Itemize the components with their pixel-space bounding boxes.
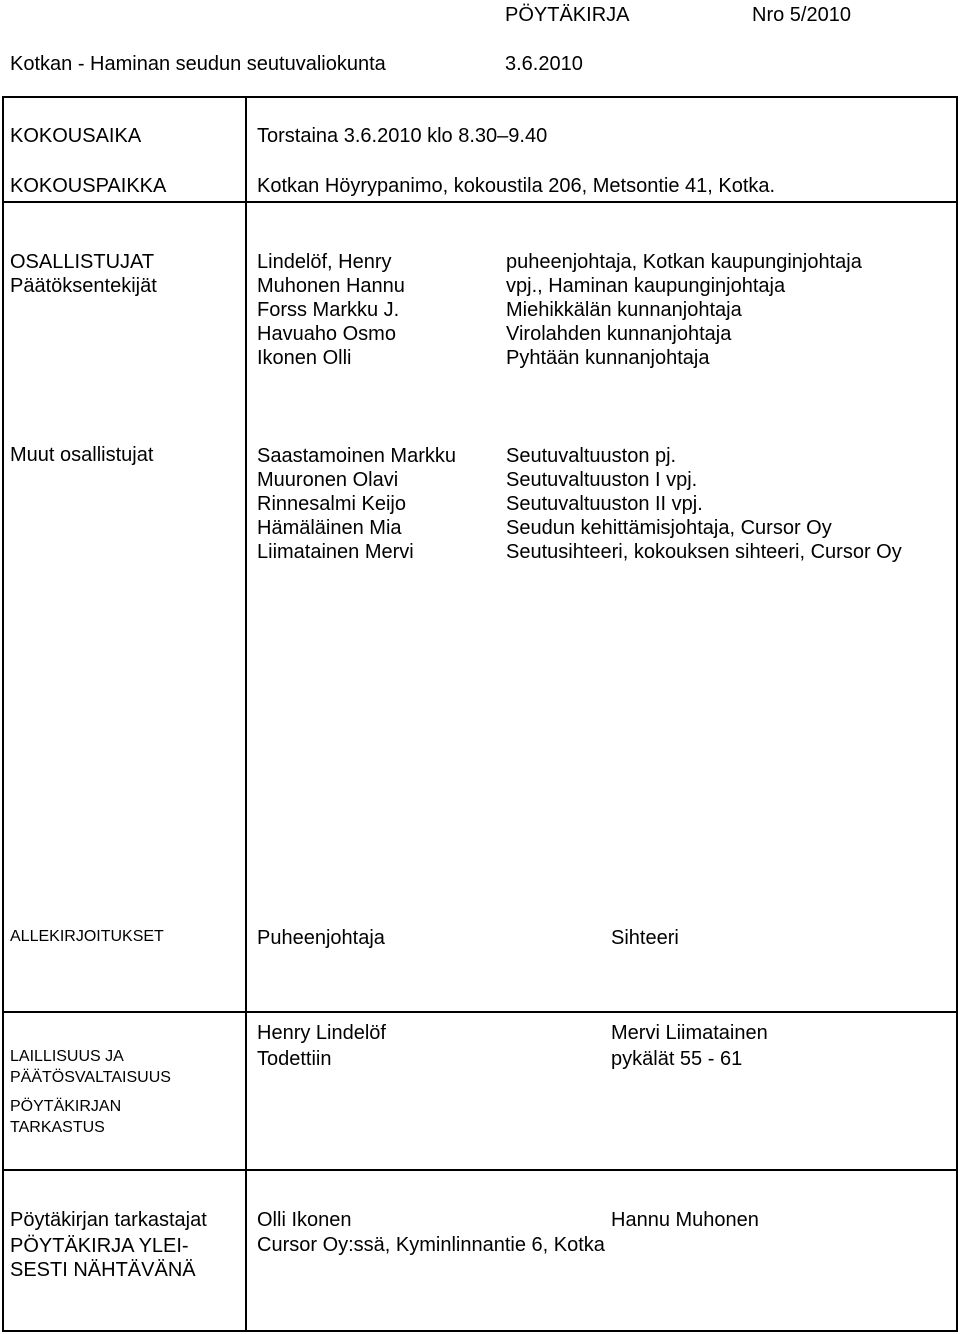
border-left (2, 96, 4, 1332)
legality-label-line1: LAILLISUUS JA (10, 1048, 124, 1065)
document-date: 3.6.2010 (505, 53, 583, 75)
other-participant-name: Liimatainen Mervi (257, 541, 414, 563)
review-label-line1: PÖYTÄKIRJAN (10, 1098, 122, 1115)
decision-makers-heading: Päätöksentekijät (10, 275, 157, 297)
meeting-place-label: KOKOUSPAIKKA (10, 175, 167, 197)
other-participant-roles (506, 444, 902, 564)
other-participant-names (257, 444, 456, 564)
participant-name: Forss Markku J. (257, 299, 400, 321)
public-display-label-line1: PÖYTÄKIRJA YLEI- (10, 1235, 189, 1257)
reviewed-sections: pykälät 55 - 61 (611, 1048, 743, 1070)
public-display-label (10, 1234, 196, 1282)
meeting-time-value: Torstaina 3.6.2010 klo 8.30–9.40 (257, 125, 548, 147)
signatures-label: ALLEKIRJOITUKSET (10, 928, 164, 945)
border-right (956, 96, 958, 1332)
other-participant-role: Seutuvaltuuston I vpj. (506, 469, 698, 491)
organization-name: Kotkan - Haminan seudun seutuvaliokunta (10, 53, 386, 75)
participant-roles (506, 250, 862, 370)
public-display-location: Cursor Oy:ssä, Kyminlinnantie 6, Kotka (257, 1234, 605, 1256)
participant-role: vpj., Haminan kaupunginjohtaja (506, 275, 786, 297)
participant-name: Lindelöf, Henry (257, 251, 392, 273)
participants-heading: OSALLISTUJAT (10, 251, 155, 273)
other-participant-name: Hämäläinen Mia (257, 517, 402, 539)
chair-name: Henry Lindelöf (257, 1022, 386, 1044)
review-label-line2: TARKASTUS (10, 1119, 105, 1136)
divider-signatures (2, 1011, 958, 1013)
chair-title: Puheenjohtaja (257, 927, 385, 949)
review-label (10, 1096, 121, 1138)
participant-name: Havuaho Osmo (257, 323, 396, 345)
participant-name: Ikonen Olli (257, 347, 352, 369)
participant-names (257, 250, 405, 370)
divider-top (2, 96, 958, 98)
participant-name: Muhonen Hannu (257, 275, 405, 297)
legality-label-line2: PÄÄTÖSVALTAISUUS (10, 1069, 171, 1086)
secretary-name: Mervi Liimatainen (611, 1022, 768, 1044)
public-display-label-line2: SESTI NÄHTÄVÄNÄ (10, 1259, 196, 1281)
other-participant-role: Seutuvaltuuston pj. (506, 445, 677, 467)
divider-meeting (2, 201, 958, 203)
other-participant-role: Seudun kehittämisjohtaja, Cursor Oy (506, 517, 832, 539)
participant-role: Miehikkälän kunnanjohtaja (506, 299, 742, 321)
doc-type: PÖYTÄKIRJA (505, 4, 630, 26)
reviewer-2: Hannu Muhonen (611, 1209, 759, 1231)
legality-value: Todettiin (257, 1048, 332, 1070)
divider-review (2, 1169, 958, 1171)
meeting-time-label: KOKOUSAIKA (10, 125, 142, 147)
secretary-title: Sihteeri (611, 927, 679, 949)
divider-bottom (2, 1330, 958, 1332)
other-participants-label: Muut osallistujat (10, 444, 154, 466)
reviewer-1: Olli Ikonen (257, 1209, 352, 1231)
other-participant-name: Saastamoinen Markku (257, 445, 456, 467)
participant-role: Virolahden kunnanjohtaja (506, 323, 732, 345)
column-divider (245, 96, 247, 1332)
participants-label (10, 250, 157, 298)
meeting-place-value: Kotkan Höyrypanimo, kokoustila 206, Metsontie 41, Kotka. (257, 175, 776, 197)
legality-label (10, 1046, 171, 1088)
other-participant-name: Rinnesalmi Keijo (257, 493, 406, 515)
doc-number: Nro 5/2010 (752, 4, 851, 26)
other-participant-name: Muuronen Olavi (257, 469, 399, 491)
other-participant-role: Seutusihteeri, kokouksen sihteeri, Cursor Oy (506, 541, 902, 563)
other-participant-role: Seutuvaltuuston II vpj. (506, 493, 703, 515)
reviewers-label: Pöytäkirjan tarkastajat (10, 1209, 207, 1231)
participant-role: Pyhtään kunnanjohtaja (506, 347, 710, 369)
participant-role: puheenjohtaja, Kotkan kaupunginjohtaja (506, 251, 862, 273)
